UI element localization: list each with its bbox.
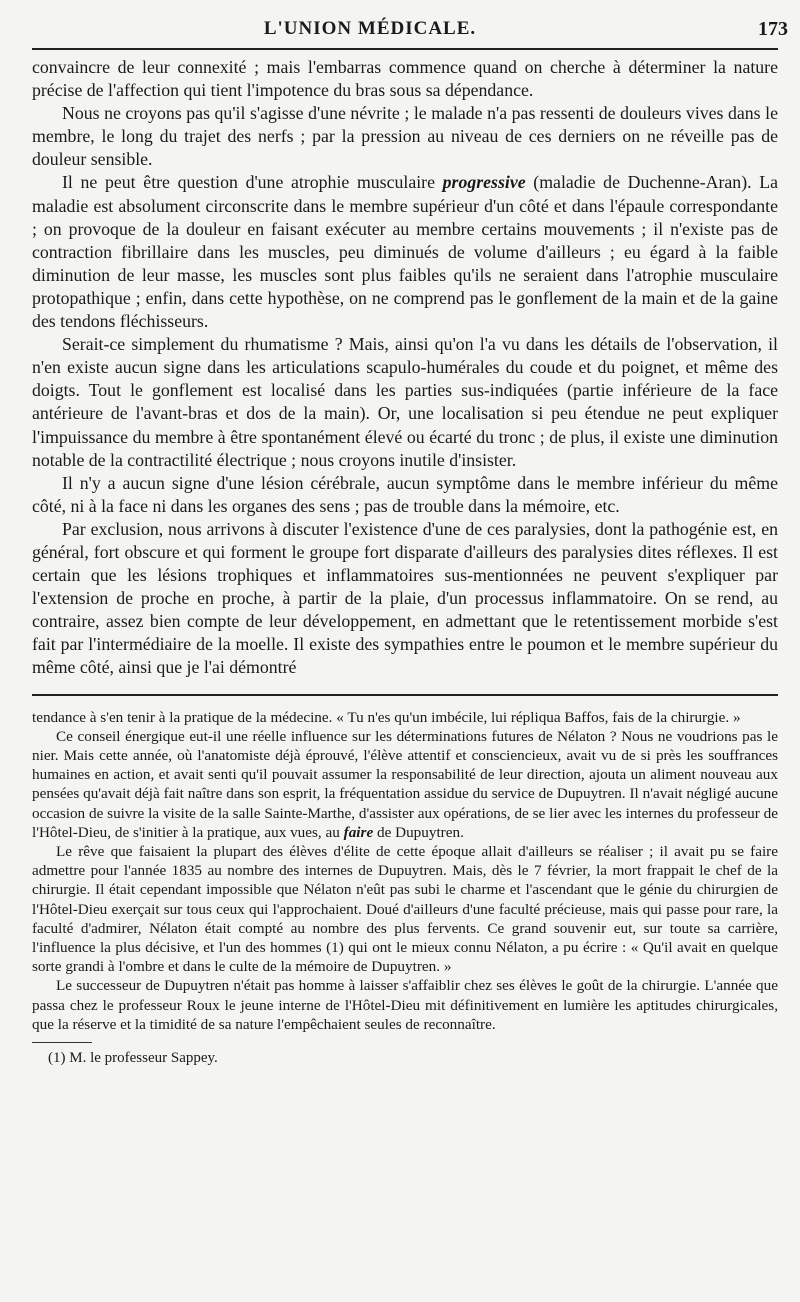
emphasis: progressive	[442, 172, 526, 193]
text-run: (maladie de Duchenne-Aran). La maladie est absolument circonscrite dans le membre supérieur d'un côté et dans l'épaule correspondante ; on provoque de la douleur en faisant exécuter au membre certains mouvements ; il n'existe pas de contraction fibrillaire dans les muscles, peu diminués de volume d'ailleurs ; eu égard à la faible diminution de leur masse, les muscles sont plus faibles qu'ils ne seraient dans l'atrophie musculaire protopathique ; enfin, dans cette hypothèse, on ne comprend pas le gonflement de la main et de la gaine des tendons fléchisseurs.	[32, 172, 778, 332]
paragraph	[32, 171, 778, 333]
text-run: de Dupuytren.	[373, 823, 464, 841]
paragraph: Il n'y a aucun signe d'une lésion cérébrale, aucun symptôme dans le membre inférieur du même côté, ni à la face ni dans les organes des sens ; pas de trouble dans la mémoire, etc.	[32, 472, 778, 516]
page-number: 173	[758, 18, 788, 40]
footnote-rule	[32, 1042, 92, 1043]
paragraph: Le successeur de Dupuytren n'était pas homme à laisser s'affaiblir chez ses élèves le goût de la chirurgie. L'année que passa chez le professeur Roux le jeune interne de l'Hôtel-Dieu mit définitivement en lumière les aptitudes chirurgicales, que la réserve et la timidité de sa nature l'empêchaient seules de reconnaître.	[32, 977, 778, 1033]
paragraph	[32, 727, 778, 842]
feuilleton-text	[32, 708, 778, 1068]
running-title: L'UNION MÉDICALE.	[263, 18, 477, 39]
header-rule	[32, 48, 778, 50]
text-run: Il ne peut être question d'une atrophie musculaire	[62, 172, 443, 193]
main-text	[32, 56, 778, 680]
section-divider	[32, 694, 778, 696]
text-run: Ce conseil énergique eut-il une réelle influence sur les déterminations futures de Nélaton ? Nous ne voudrions pas le nier. Mais cette année, où l'anatomiste déjà éprouvé, l'élève attentif et consciencieux, avait vu de si près les souffrances humaines en action, et avait senti qu'il pouvait assumer la responsabilité de leur direction, ajouta un aliment nouveau aux pensées qu'avait déjà fait naître dans son esprit, la fréquentation assidue du service de Dupuytren. Il n'avait négligé aucune occasion de suivre la visite de la salle Sainte-Marthe, d'assister aux opérations, de se lier avec les internes du professeur de l'Hôtel-Dieu, de s'initier à la pratique, aux vues, au	[32, 727, 778, 841]
emphasis: faire	[343, 823, 374, 841]
paragraph: Par exclusion, nous arrivons à discuter l'existence d'une de ces paralysies, dont la pathogénie est, en général, fort obscure et qui forment le groupe fort disparate d'ailleurs des paralysies dites réflexes. Il est certain que les lésions trophiques et inflammatoires sus-mentionnées ne peuvent s'expliquer par l'extension de proche en proche, à partir de la plaie, d'un processus inflammatoire. On se rend, au contraire, assez bien compte de leur développement, en admettant que le retentissement morbide s'est fait par l'intermédiaire de la moelle. Il existe des sympathies entre le poumon et le membre supérieur du même côté, ainsi que je l'ai démontré	[32, 518, 778, 678]
paragraph: tendance à s'en tenir à la pratique de la médecine. « Tu n'es qu'un imbécile, lui répliqua Baffos, fais de la chirurgie. »	[32, 708, 741, 726]
footnote: (1) M. le professeur Sappey.	[48, 1049, 218, 1066]
paragraph: Serait-ce simplement du rhumatisme ? Mais, ainsi qu'on l'a vu dans les détails de l'observation, il n'en existe aucun signe dans les articulations scapulo-humérales du coude et du poignet, et même des doigts. Tout le gonflement est localisé dans les parties sus-indiquées (partie inférieure de la face antérieure de l'avant-bras et dos de la main). Or, une localisation si peu étendue ne peut expliquer l'impuissance du membre à être spontanément élevé ou écarté du tronc ; de plus, il existe une diminution notable de la contractilité électrique ; nous croyons inutile d'insister.	[32, 334, 778, 470]
page-header	[32, 0, 788, 56]
paragraph: convaincre de leur connexité ; mais l'embarras commence quand on cherche à déterminer la nature précise de l'affection qui tient l'impotence du bras sous sa dépendance.	[32, 57, 778, 101]
paragraph: Nous ne croyons pas qu'il s'agisse d'une névrite ; le malade n'a pas ressenti de douleurs vives dans le membre, le long du trajet des nerfs ; par la pression au niveau de ces derniers on ne réveille pas de douleur sensible.	[32, 103, 778, 170]
paragraph: Le rêve que faisaient la plupart des élèves d'élite de cette époque allait d'ailleurs se réaliser ; il avait pu se faire admettre pour l'année 1835 au nombre des internes de Dupuytren. Mais, dès le 7 février, la mort frappait le chef de la chirurgie. Il était cependant impossible que Nélaton n'eût pas subi le charme et l'ascendant que le génie du chirurgien de l'Hôtel-Dieu exerçait sur tous ceux qui l'approchaient. Doué d'ailleurs d'une faculté précieuse, mais qui passe pour rare, la faculté d'admirer, Nélaton était compté au nombre des plus fervents. Ce grand souvenir eut, sur toute sa carrière, l'influence la plus décisive, et l'un des hommes (1) qui ont le mieux connu Nélaton, a pu écrire : « Qu'il avait en quelque sorte grandi à l'ombre et dans le culte de la mémoire de Dupuytren. »	[32, 842, 778, 976]
